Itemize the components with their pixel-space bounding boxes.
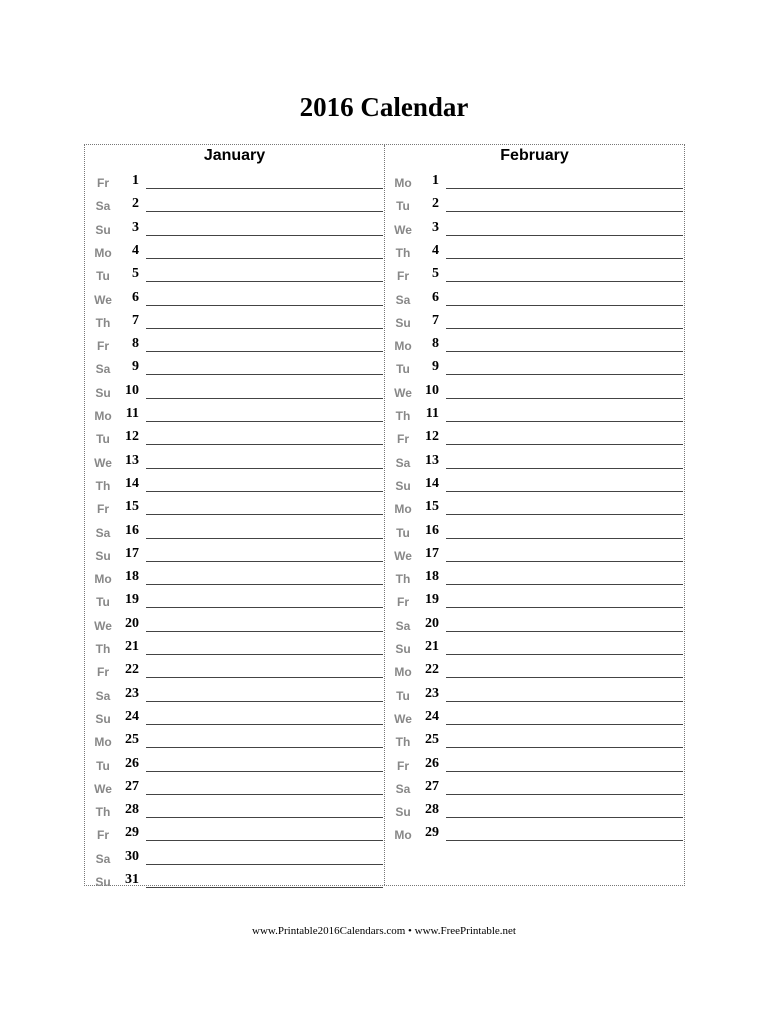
- weekday-label: Sa: [395, 455, 411, 470]
- writing-line: [146, 631, 383, 632]
- weekday-label: Tu: [396, 199, 410, 214]
- weekday-label: Mo: [94, 735, 112, 750]
- day-number: 1: [432, 173, 439, 188]
- weekday-label: Sa: [395, 618, 411, 633]
- weekday-label: Tu: [396, 362, 410, 377]
- writing-line: [146, 701, 383, 702]
- day-number: 20: [125, 615, 139, 631]
- day-row: [385, 336, 684, 359]
- day-number: 26: [425, 755, 439, 771]
- writing-line: [146, 444, 383, 445]
- day-row: [385, 592, 684, 615]
- day-number: 19: [125, 592, 139, 608]
- weekday-label: Fr: [97, 339, 109, 354]
- day-number: 22: [425, 662, 439, 678]
- writing-line: [146, 491, 383, 492]
- weekday-label: Su: [95, 222, 111, 237]
- month-name: January: [203, 147, 266, 164]
- month-name: February: [500, 147, 569, 164]
- weekday-label: Th: [95, 642, 111, 656]
- weekday-label: We: [94, 781, 112, 796]
- day-number: 16: [425, 522, 439, 538]
- writing-line: [146, 584, 383, 585]
- weekday-label: Tu: [396, 525, 410, 540]
- weekday-label: Th: [395, 409, 411, 423]
- weekday-label: Mo: [394, 176, 412, 190]
- day-row: [385, 313, 684, 336]
- day-number: 28: [125, 802, 139, 818]
- day-row: [85, 802, 384, 825]
- day-number: 25: [425, 732, 439, 748]
- writing-line: [146, 887, 383, 888]
- day-row: [85, 569, 384, 592]
- weekday-label: We: [394, 222, 412, 237]
- writing-line: [146, 840, 383, 841]
- day-row: [85, 313, 384, 336]
- writing-line: [146, 211, 383, 212]
- day-row: [85, 173, 384, 196]
- weekday-label: Sa: [95, 199, 111, 214]
- day-number: 27: [425, 778, 439, 794]
- writing-line: [446, 421, 683, 422]
- day-row: [385, 383, 684, 406]
- day-row: [85, 546, 384, 569]
- day-number: 17: [125, 545, 139, 561]
- weekday-label: Sa: [395, 781, 411, 796]
- day-row: [385, 499, 684, 522]
- weekday-label: Fr: [397, 269, 409, 284]
- writing-line: [146, 607, 383, 608]
- writing-line: [146, 421, 383, 422]
- writing-line: [446, 188, 683, 189]
- weekday-label: Th: [95, 805, 111, 820]
- day-number: 25: [125, 732, 139, 748]
- day-number: 14: [425, 475, 439, 491]
- day-row: [385, 662, 684, 685]
- writing-line: [446, 794, 683, 795]
- writing-line: [146, 817, 383, 818]
- day-row: [85, 429, 384, 452]
- day-number: 6: [432, 289, 439, 305]
- day-row: [85, 872, 384, 895]
- day-number: 15: [125, 499, 139, 515]
- weekday-label: Mo: [94, 409, 112, 423]
- writing-line: [446, 817, 683, 818]
- weekday-label: Su: [95, 875, 111, 889]
- day-row: [85, 476, 384, 499]
- day-row: [385, 429, 684, 452]
- day-row: [385, 639, 684, 662]
- day-number: 26: [125, 755, 139, 771]
- day-row: [85, 732, 384, 755]
- writing-line: [446, 631, 683, 632]
- day-number: 3: [432, 219, 439, 235]
- day-row: [385, 616, 684, 639]
- day-number: 17: [425, 545, 439, 561]
- day-row: [385, 802, 684, 825]
- day-row: [85, 290, 384, 313]
- writing-line: [446, 491, 683, 492]
- page-title: 2016 Calendar: [299, 92, 469, 122]
- day-number: 13: [425, 452, 439, 468]
- day-row: [385, 756, 684, 779]
- weekday-label: Su: [395, 805, 411, 820]
- writing-line: [446, 444, 683, 445]
- day-number: 27: [125, 778, 139, 794]
- writing-line: [146, 771, 383, 772]
- day-number: 4: [132, 242, 139, 258]
- day-row: [85, 592, 384, 615]
- day-row: [385, 220, 684, 243]
- day-row: [85, 849, 384, 872]
- writing-line: [446, 514, 683, 515]
- weekday-label: Su: [95, 385, 111, 400]
- weekday-label: Th: [95, 315, 111, 330]
- day-row: [385, 709, 684, 732]
- day-row: [85, 196, 384, 219]
- weekday-label: Sa: [95, 362, 111, 377]
- day-number: 24: [425, 708, 439, 724]
- day-number: 19: [425, 592, 439, 608]
- day-number: 11: [125, 406, 139, 421]
- weekday-label: Th: [95, 478, 111, 493]
- day-number: 29: [425, 825, 439, 841]
- writing-line: [446, 258, 683, 259]
- day-number: 12: [425, 429, 439, 445]
- day-number: 22: [125, 662, 139, 678]
- day-number: 3: [132, 219, 139, 235]
- month-january: [85, 145, 385, 889]
- writing-line: [446, 281, 683, 282]
- day-row: [85, 639, 384, 662]
- weekday-label: Mo: [394, 502, 412, 517]
- footer-credits: www.Printable2016Calendars.com • www.FreePrintable.net: [252, 925, 516, 937]
- writing-line: [446, 654, 683, 655]
- day-row: [85, 523, 384, 546]
- writing-line: [146, 561, 383, 562]
- writing-line: [446, 305, 683, 306]
- weekday-label: We: [94, 618, 112, 633]
- weekday-label: Sa: [95, 851, 111, 866]
- weekday-label: Su: [95, 711, 111, 726]
- writing-line: [146, 864, 383, 865]
- day-number: 9: [132, 359, 139, 375]
- day-row: [385, 825, 684, 848]
- day-number: 30: [125, 848, 139, 864]
- day-number: 5: [132, 266, 139, 282]
- writing-line: [146, 235, 383, 236]
- weekday-label: Tu: [96, 269, 110, 284]
- weekday-label: We: [94, 455, 112, 470]
- writing-line: [146, 514, 383, 515]
- day-number: 21: [425, 639, 439, 654]
- writing-line: [146, 258, 383, 259]
- weekday-label: We: [394, 711, 412, 726]
- weekday-label: We: [394, 548, 412, 563]
- day-row: [385, 290, 684, 313]
- day-row: [385, 546, 684, 569]
- weekday-label: We: [94, 292, 112, 307]
- day-row: [85, 825, 384, 848]
- weekday-label: Th: [395, 245, 411, 260]
- weekday-label: We: [394, 385, 412, 400]
- writing-line: [146, 677, 383, 678]
- day-row: [385, 779, 684, 802]
- weekday-label: Mo: [94, 245, 112, 260]
- weekday-label: Su: [395, 642, 411, 656]
- weekday-label: Mo: [394, 828, 412, 843]
- day-number: 16: [125, 522, 139, 538]
- day-row: [385, 196, 684, 219]
- weekday-label: Fr: [97, 502, 109, 517]
- day-row: [385, 569, 684, 592]
- day-number: 2: [132, 196, 139, 212]
- weekday-label: Mo: [394, 339, 412, 354]
- day-row: [385, 359, 684, 382]
- day-row: [85, 406, 384, 429]
- day-number: 6: [132, 289, 139, 305]
- day-row: [385, 266, 684, 289]
- day-row: [385, 243, 684, 266]
- writing-line: [446, 701, 683, 702]
- day-row: [85, 336, 384, 359]
- day-row: [85, 662, 384, 685]
- day-number: 18: [125, 569, 139, 585]
- writing-line: [146, 305, 383, 306]
- writing-line: [446, 398, 683, 399]
- day-number: 14: [125, 475, 139, 491]
- day-number: 28: [425, 802, 439, 818]
- writing-line: [146, 374, 383, 375]
- day-number: 2: [432, 196, 439, 212]
- weekday-label: Fr: [97, 665, 109, 680]
- writing-line: [446, 607, 683, 608]
- weekday-label: Fr: [397, 595, 409, 610]
- writing-line: [146, 328, 383, 329]
- day-number: 29: [125, 825, 139, 841]
- day-row: [385, 732, 684, 755]
- day-number: 7: [432, 312, 439, 328]
- weekday-label: Su: [395, 315, 411, 330]
- writing-line: [446, 677, 683, 678]
- writing-line: [446, 328, 683, 329]
- day-row: [85, 220, 384, 243]
- weekday-label: Sa: [95, 688, 111, 703]
- weekday-label: Th: [395, 572, 411, 587]
- month-february: [385, 145, 684, 885]
- writing-line: [146, 747, 383, 748]
- weekday-label: Sa: [395, 292, 411, 307]
- weekday-label: Tu: [96, 432, 110, 447]
- day-number: 24: [125, 708, 139, 724]
- day-number: 9: [432, 359, 439, 375]
- day-number: 10: [125, 382, 139, 398]
- weekday-label: Su: [395, 478, 411, 493]
- writing-line: [446, 840, 683, 841]
- day-number: 11: [425, 406, 439, 421]
- weekday-label: Su: [95, 548, 111, 563]
- day-row: [385, 686, 684, 709]
- writing-line: [446, 538, 683, 539]
- day-row: [85, 616, 384, 639]
- weekday-label: Th: [395, 735, 411, 750]
- day-number: 31: [125, 872, 139, 887]
- writing-line: [146, 281, 383, 282]
- day-row: [85, 499, 384, 522]
- day-row: [85, 709, 384, 732]
- weekday-label: Tu: [96, 758, 110, 773]
- day-number: 1: [132, 173, 139, 188]
- day-number: 21: [125, 639, 139, 654]
- calendar-grid: [84, 144, 685, 889]
- day-row: [85, 243, 384, 266]
- writing-line: [446, 235, 683, 236]
- writing-line: [446, 771, 683, 772]
- day-number: 20: [425, 615, 439, 631]
- weekday-label: Mo: [94, 572, 112, 587]
- day-number: 23: [125, 685, 139, 701]
- writing-line: [146, 468, 383, 469]
- weekday-label: Fr: [397, 758, 409, 773]
- writing-line: [446, 747, 683, 748]
- writing-line: [446, 561, 683, 562]
- day-number: 8: [132, 336, 139, 352]
- writing-line: [446, 211, 683, 212]
- day-row: [385, 406, 684, 429]
- weekday-label: Fr: [97, 176, 109, 190]
- day-number: 12: [125, 429, 139, 445]
- writing-line: [146, 538, 383, 539]
- day-row: [385, 173, 684, 196]
- day-row: [385, 523, 684, 546]
- day-row: [85, 686, 384, 709]
- weekday-label: Sa: [95, 525, 111, 540]
- day-row: [85, 453, 384, 476]
- writing-line: [446, 468, 683, 469]
- day-row: [385, 476, 684, 499]
- writing-line: [146, 654, 383, 655]
- day-number: 13: [125, 452, 139, 468]
- day-row: [85, 359, 384, 382]
- writing-line: [446, 351, 683, 352]
- writing-line: [146, 794, 383, 795]
- day-number: 10: [425, 382, 439, 398]
- weekday-label: Mo: [394, 665, 412, 680]
- day-row: [385, 453, 684, 476]
- day-row: [85, 779, 384, 802]
- writing-line: [446, 724, 683, 725]
- weekday-label: Fr: [397, 432, 409, 447]
- day-number: 4: [432, 242, 439, 258]
- writing-line: [146, 724, 383, 725]
- writing-line: [146, 188, 383, 189]
- day-row: [85, 266, 384, 289]
- day-number: 15: [425, 499, 439, 515]
- day-number: 23: [425, 685, 439, 701]
- day-number: 5: [432, 266, 439, 282]
- day-number: 18: [425, 569, 439, 585]
- writing-line: [146, 351, 383, 352]
- day-number: 8: [432, 336, 439, 352]
- writing-line: [446, 584, 683, 585]
- weekday-label: Tu: [396, 688, 410, 703]
- writing-line: [446, 374, 683, 375]
- writing-line: [146, 398, 383, 399]
- day-row: [85, 756, 384, 779]
- weekday-label: Fr: [97, 828, 109, 843]
- day-row: [85, 383, 384, 406]
- day-number: 7: [132, 312, 139, 328]
- weekday-label: Tu: [96, 595, 110, 610]
